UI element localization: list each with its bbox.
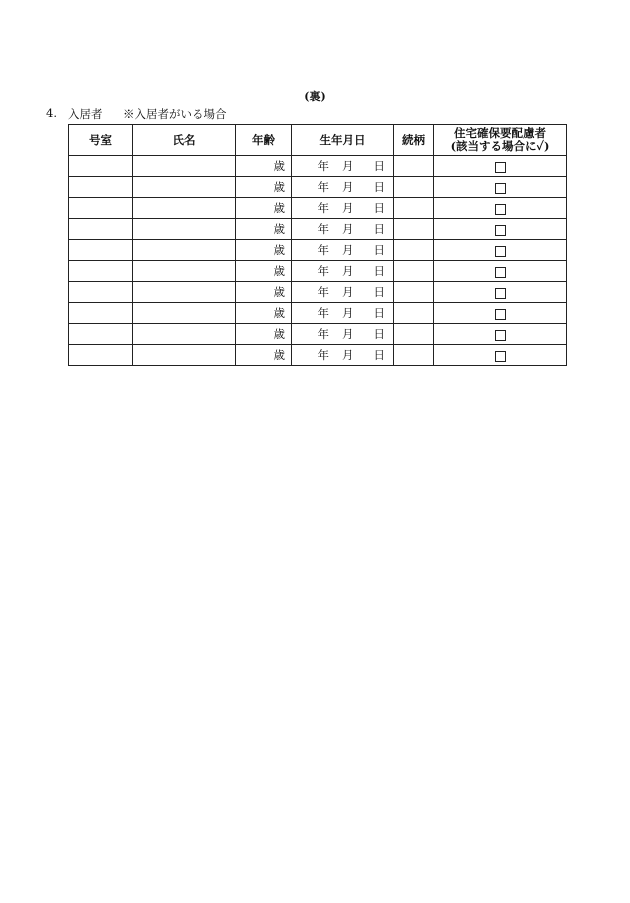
table-row <box>69 219 567 240</box>
care-needs-cell <box>434 177 567 198</box>
birthdate-cell[interactable] <box>292 282 394 303</box>
room-cell[interactable] <box>69 156 133 177</box>
care-needs-cell <box>434 282 567 303</box>
header-room: 号室 <box>69 125 133 156</box>
age-cell[interactable] <box>236 177 292 198</box>
page-side-label: (裏) <box>304 90 326 103</box>
relationship-cell[interactable] <box>394 261 434 282</box>
year-unit: 年 <box>317 243 329 257</box>
year-unit: 年 <box>317 201 329 215</box>
relationship-cell[interactable] <box>394 324 434 345</box>
day-unit: 日 <box>373 201 385 215</box>
care-needs-checkbox[interactable] <box>495 288 506 299</box>
section-note: ※入居者がいる場合 <box>123 107 227 121</box>
year-unit: 年 <box>317 327 329 341</box>
name-cell[interactable] <box>133 345 236 366</box>
year-unit: 年 <box>317 180 329 194</box>
birthdate-cell[interactable] <box>292 198 394 219</box>
birthdate-cell[interactable] <box>292 303 394 324</box>
table-row <box>69 303 567 324</box>
age-unit: 歳 <box>273 243 285 257</box>
age-cell[interactable] <box>236 219 292 240</box>
age-cell[interactable] <box>236 303 292 324</box>
day-unit: 日 <box>373 285 385 299</box>
header-care-line1: 住宅確保要配慮者 <box>454 126 546 140</box>
relationship-cell[interactable] <box>394 345 434 366</box>
care-needs-cell <box>434 261 567 282</box>
age-cell[interactable] <box>236 198 292 219</box>
day-unit: 日 <box>373 159 385 173</box>
year-unit: 年 <box>317 306 329 320</box>
age-cell[interactable] <box>236 282 292 303</box>
name-cell[interactable] <box>133 324 236 345</box>
year-unit: 年 <box>317 285 329 299</box>
name-cell[interactable] <box>133 303 236 324</box>
room-cell[interactable] <box>69 240 133 261</box>
room-cell[interactable] <box>69 345 133 366</box>
header-birthdate: 生年月日 <box>292 125 394 156</box>
relationship-cell[interactable] <box>394 219 434 240</box>
name-cell[interactable] <box>133 219 236 240</box>
age-cell[interactable] <box>236 156 292 177</box>
header-age: 年齢 <box>236 125 292 156</box>
care-needs-cell <box>434 198 567 219</box>
header-care-needs <box>434 125 567 156</box>
day-unit: 日 <box>373 222 385 236</box>
table-row <box>69 240 567 261</box>
year-unit: 年 <box>317 222 329 236</box>
table-row <box>69 198 567 219</box>
care-needs-cell <box>434 219 567 240</box>
care-needs-cell <box>434 303 567 324</box>
header-name: 氏名 <box>133 125 236 156</box>
month-unit: 月 <box>342 264 354 278</box>
table-header-row <box>69 125 567 156</box>
birthdate-cell[interactable] <box>292 219 394 240</box>
name-cell[interactable] <box>133 261 236 282</box>
month-unit: 月 <box>342 348 354 362</box>
age-unit: 歳 <box>273 201 285 215</box>
birthdate-cell[interactable] <box>292 156 394 177</box>
month-unit: 月 <box>342 159 354 173</box>
name-cell[interactable] <box>133 156 236 177</box>
table-row <box>69 282 567 303</box>
age-unit: 歳 <box>273 348 285 362</box>
relationship-cell[interactable] <box>394 198 434 219</box>
room-cell[interactable] <box>69 282 133 303</box>
relationship-cell[interactable] <box>394 282 434 303</box>
table-row <box>69 177 567 198</box>
care-needs-cell <box>434 345 567 366</box>
age-unit: 歳 <box>273 222 285 236</box>
age-cell[interactable] <box>236 240 292 261</box>
age-cell[interactable] <box>236 345 292 366</box>
day-unit: 日 <box>373 243 385 257</box>
residents-table <box>68 124 567 366</box>
age-unit: 歳 <box>273 159 285 173</box>
table-row <box>69 324 567 345</box>
care-needs-checkbox[interactable] <box>495 330 506 341</box>
relationship-cell[interactable] <box>394 156 434 177</box>
year-unit: 年 <box>317 264 329 278</box>
month-unit: 月 <box>342 222 354 236</box>
table-row <box>69 345 567 366</box>
care-needs-cell <box>434 156 567 177</box>
month-unit: 月 <box>342 285 354 299</box>
care-needs-checkbox[interactable] <box>495 183 506 194</box>
care-needs-checkbox[interactable] <box>495 225 506 236</box>
table-row <box>69 261 567 282</box>
table-body <box>69 156 567 366</box>
name-cell[interactable] <box>133 198 236 219</box>
section-title: 入居者 <box>68 107 103 121</box>
age-unit: 歳 <box>273 264 285 278</box>
section-number: 4. <box>46 106 57 120</box>
care-needs-cell <box>434 240 567 261</box>
name-cell[interactable] <box>133 282 236 303</box>
birthdate-cell[interactable] <box>292 177 394 198</box>
name-cell[interactable] <box>133 177 236 198</box>
day-unit: 日 <box>373 264 385 278</box>
age-cell[interactable] <box>236 324 292 345</box>
birthdate-cell[interactable] <box>292 324 394 345</box>
birthdate-cell[interactable] <box>292 345 394 366</box>
header-relationship: 続柄 <box>394 125 434 156</box>
care-needs-cell <box>434 324 567 345</box>
birthdate-cell[interactable] <box>292 261 394 282</box>
room-cell[interactable] <box>69 177 133 198</box>
name-cell[interactable] <box>133 240 236 261</box>
age-cell[interactable] <box>236 261 292 282</box>
relationship-cell[interactable] <box>394 240 434 261</box>
table-row <box>69 156 567 177</box>
age-unit: 歳 <box>273 180 285 194</box>
day-unit: 日 <box>373 306 385 320</box>
month-unit: 月 <box>342 306 354 320</box>
room-cell[interactable] <box>69 219 133 240</box>
care-needs-checkbox[interactable] <box>495 267 506 278</box>
day-unit: 日 <box>373 327 385 341</box>
month-unit: 月 <box>342 327 354 341</box>
header-care-line2: (該当する場合に✓) <box>450 139 550 153</box>
relationship-cell[interactable] <box>394 303 434 324</box>
year-unit: 年 <box>317 348 329 362</box>
birthdate-cell[interactable] <box>292 240 394 261</box>
day-unit: 日 <box>373 348 385 362</box>
day-unit: 日 <box>373 180 385 194</box>
section-heading <box>46 106 227 122</box>
age-unit: 歳 <box>273 327 285 341</box>
month-unit: 月 <box>342 201 354 215</box>
month-unit: 月 <box>342 180 354 194</box>
room-cell[interactable] <box>69 198 133 219</box>
room-cell[interactable] <box>69 261 133 282</box>
age-unit: 歳 <box>273 306 285 320</box>
care-needs-checkbox[interactable] <box>495 351 506 362</box>
care-needs-checkbox[interactable] <box>495 246 506 257</box>
room-cell[interactable] <box>69 324 133 345</box>
age-unit: 歳 <box>273 285 285 299</box>
care-needs-checkbox[interactable] <box>495 309 506 320</box>
care-needs-checkbox[interactable] <box>495 162 506 173</box>
relationship-cell[interactable] <box>394 177 434 198</box>
care-needs-checkbox[interactable] <box>495 204 506 215</box>
room-cell[interactable] <box>69 303 133 324</box>
month-unit: 月 <box>342 243 354 257</box>
year-unit: 年 <box>317 159 329 173</box>
